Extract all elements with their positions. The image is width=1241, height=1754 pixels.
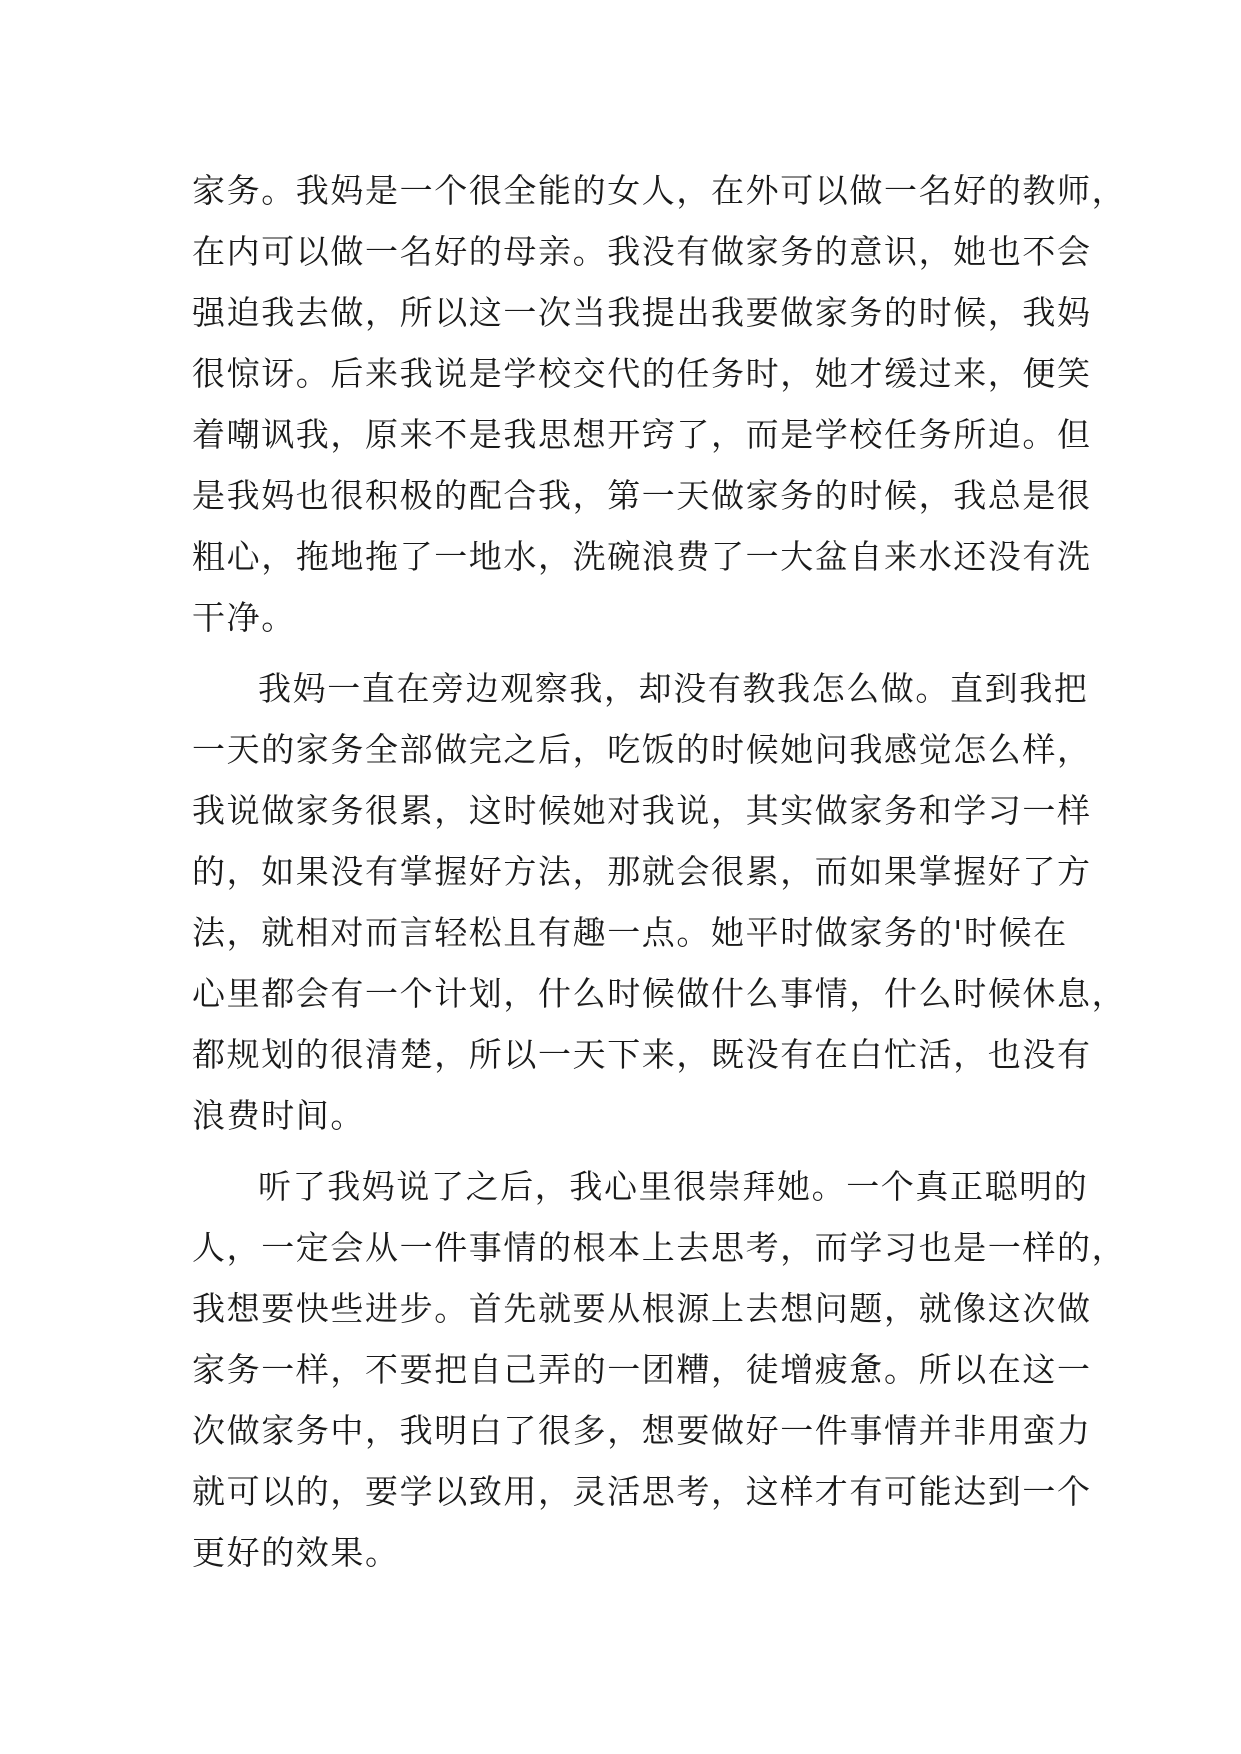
text-line: 很惊讶。后来我说是学校交代的任务时，她才缓过来，便笑: [192, 354, 1092, 393]
paragraph-spacer: [192, 648, 1072, 658]
text-line: 的，如果没有掌握好方法，那就会很累，而如果掌握好了方: [192, 852, 1092, 891]
text-line: 一天的家务全部做完之后，吃饭的时候她问我感觉怎么样，: [192, 730, 1092, 769]
text-line: 次做家务中，我明白了很多，想要做好一件事情并非用蛮力: [192, 1411, 1092, 1450]
paragraph-1: [192, 160, 1127, 648]
text-line: 着嘲讽我，原来不是我思想开窍了，而是学校任务所迫。但: [192, 415, 1092, 454]
text-line: 我说做家务很累，这时候她对我说，其实做家务和学习一样: [192, 791, 1092, 830]
text-line: 是我妈也很积极的配合我，第一天做家务的时候，我总是很: [192, 476, 1092, 515]
paragraph-spacer: [192, 1146, 1072, 1156]
text-line: 干净。: [192, 598, 296, 637]
text-line: 粗心，拖地拖了一地水，洗碗浪费了一大盆自来水还没有洗: [192, 537, 1092, 576]
text-line: 浪费时间。: [192, 1096, 365, 1135]
text-line: 法，就相对而言轻松且有趣一点。她平时做家务的'时候在: [192, 913, 1068, 952]
document-body: [192, 160, 1127, 1583]
text-line: 我想要快些进步。首先就要从根源上去想问题，就像这次做: [192, 1289, 1092, 1328]
paragraph-2: [192, 658, 1127, 1146]
text-line: 家务。我妈是一个很全能的女人，在外可以做一名好的教师，: [192, 171, 1127, 210]
text-line: 都规划的很清楚，所以一天下来，既没有在白忙活，也没有: [192, 1035, 1092, 1074]
text-line: 就可以的，要学以致用，灵活思考，这样才有可能达到一个: [192, 1472, 1092, 1511]
paragraph-3: [192, 1156, 1127, 1583]
text-line: 更好的效果。: [192, 1533, 400, 1572]
text-line: 家务一样，不要把自己弄的一团糟，徒增疲惫。所以在这一: [192, 1350, 1092, 1389]
text-line: 心里都会有一个计划，什么时候做什么事情，什么时候休息，: [192, 974, 1127, 1013]
text-line: 人，一定会从一件事情的根本上去思考，而学习也是一样的，: [192, 1228, 1127, 1267]
text-line: 强迫我去做，所以这一次当我提出我要做家务的时候，我妈: [192, 293, 1092, 332]
text-line-indented: 我妈一直在旁边观察我，却没有教我怎么做。直到我把: [258, 669, 1089, 708]
text-line-indented: 听了我妈说了之后，我心里很崇拜她。一个真正聪明的: [258, 1167, 1089, 1206]
text-line: 在内可以做一名好的母亲。我没有做家务的意识，她也不会: [192, 232, 1092, 271]
